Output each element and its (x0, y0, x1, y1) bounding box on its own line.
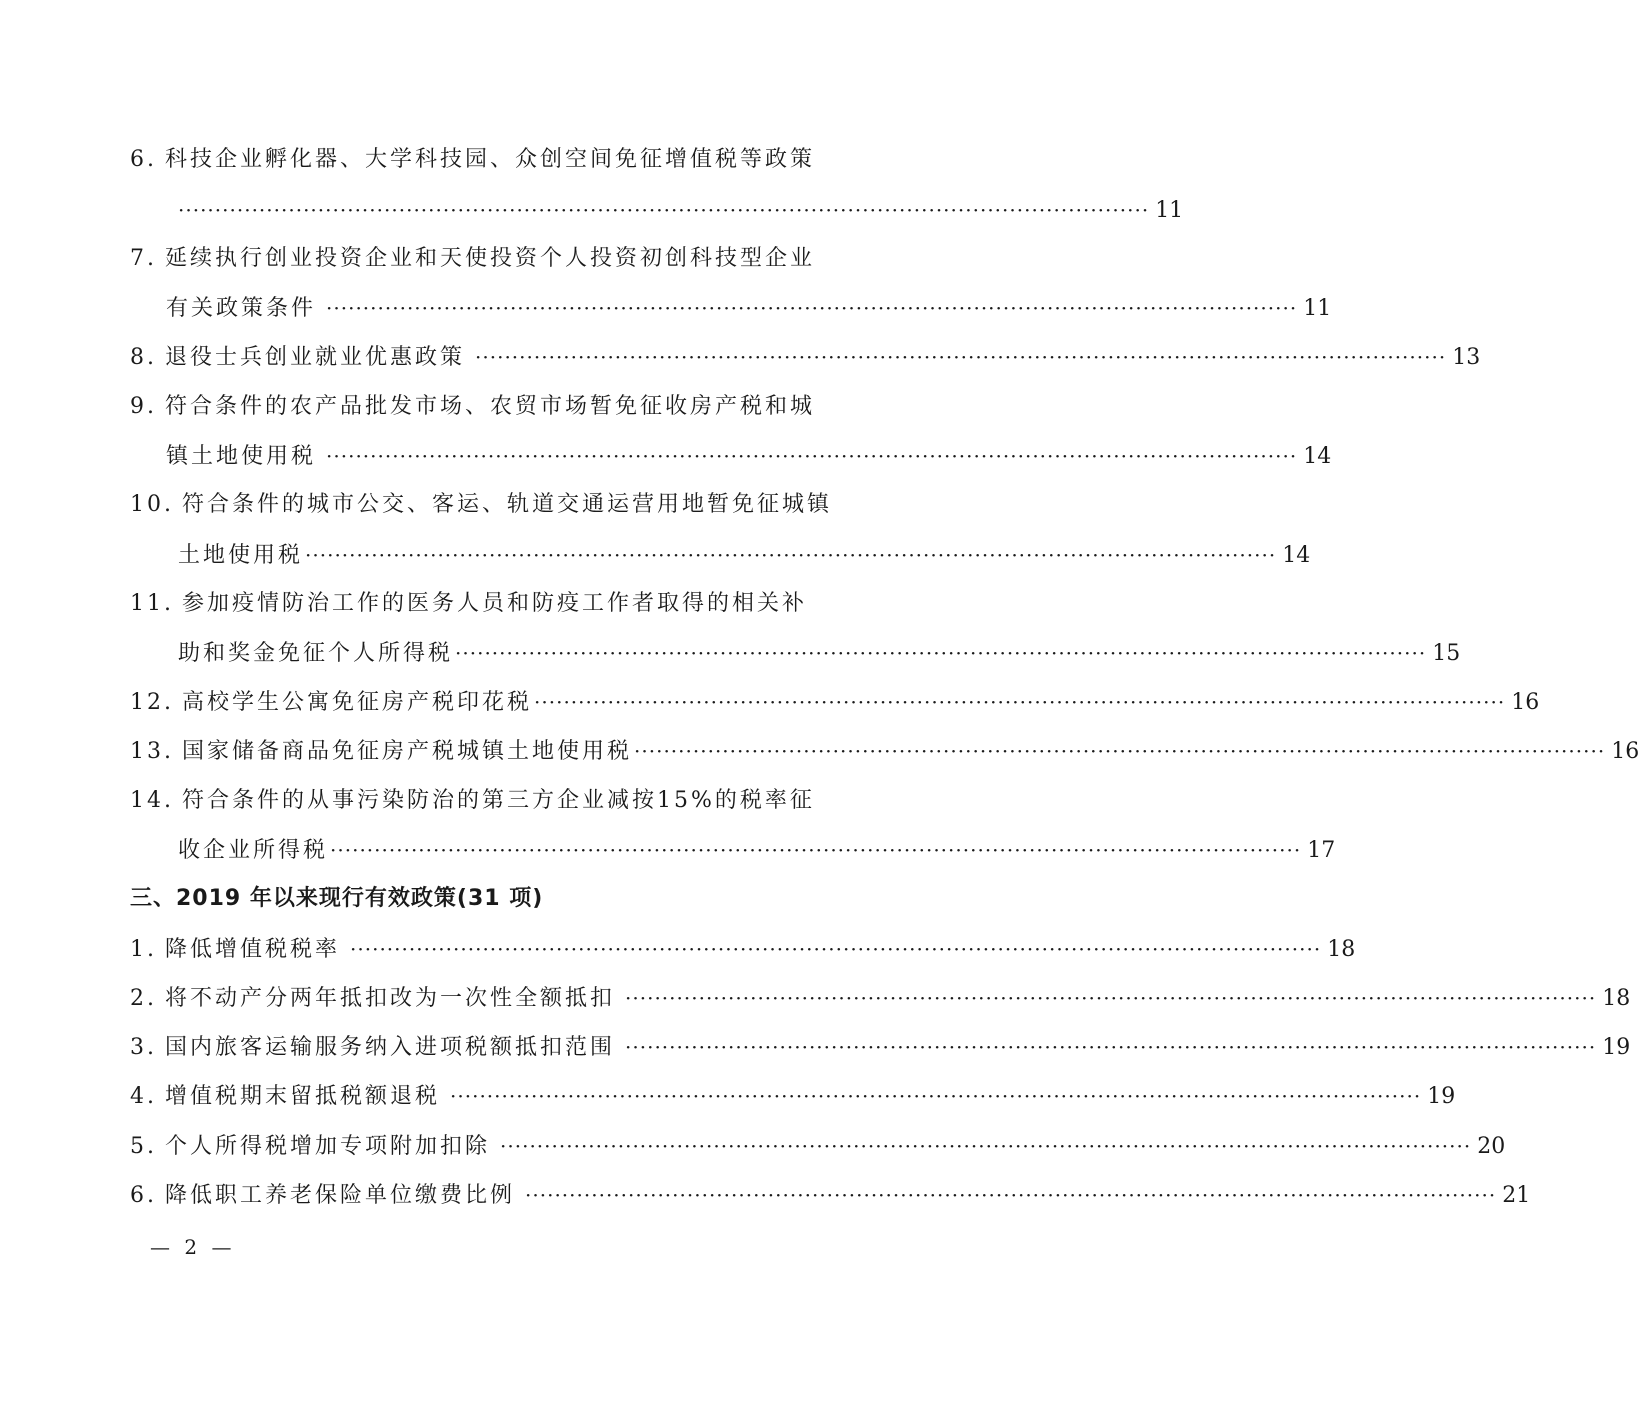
dot-leader (326, 290, 1297, 326)
toc-entry-number: 1. (130, 937, 157, 962)
toc-entry (130, 733, 1639, 769)
toc-entry-number: 13. (130, 739, 174, 764)
toc-entry-title: 退役士兵创业就业优惠政策 (165, 345, 466, 370)
toc-entry-title: 个人所得税增加专项附加扣除 (165, 1134, 491, 1159)
toc-entry (130, 1128, 1506, 1164)
dot-leader (625, 980, 1596, 1016)
dot-leader (475, 339, 1446, 375)
toc-entry (130, 1078, 1456, 1114)
toc-entry-number: 12. (130, 690, 174, 715)
toc-page-number: 16 (1511, 690, 1540, 715)
toc-entry-title: 国家储备商品免征房产税城镇土地使用税 (182, 739, 633, 764)
toc-page-number: 15 (1432, 641, 1461, 666)
section-heading: 三、2019 年以来现行有效政策(31 项) (130, 886, 544, 911)
dot-leader (534, 684, 1505, 720)
dot-leader (525, 1177, 1496, 1213)
toc-entry-title: 参加疫情防治工作的医务人员和防疫工作者取得的相关补 (182, 591, 808, 616)
toc-entry-number: 6. (130, 147, 157, 172)
toc-page-number: 11 (1155, 198, 1184, 223)
toc-page-number: 18 (1602, 986, 1631, 1011)
toc-page-number: 16 (1611, 739, 1639, 764)
toc-entry-continuation (166, 438, 1332, 474)
toc-entry-number: 4. (130, 1084, 157, 1109)
dot-leader (330, 832, 1301, 868)
toc-entry-title: 增值税期末留抵税额退税 (165, 1084, 441, 1109)
dot-leader (634, 733, 1605, 769)
toc-entry-number: 7. (130, 246, 157, 271)
toc-page-number: 18 (1327, 937, 1356, 962)
toc-entry (130, 684, 1540, 720)
toc-page-number: 17 (1307, 838, 1336, 863)
page-footer-number: — 2 — (150, 1235, 236, 1259)
dot-leader (178, 192, 1149, 228)
toc-entry-number: 11. (130, 591, 174, 616)
toc-entry (130, 1029, 1631, 1065)
dot-leader (500, 1128, 1471, 1164)
toc-entry (130, 586, 862, 622)
toc-entry-title: 符合条件的城市公交、客运、轨道交通运营用地暂免征城镇 (182, 492, 833, 517)
dot-leader (326, 438, 1297, 474)
toc-entry-continuation (178, 635, 1461, 671)
toc-entry-number: 10. (130, 492, 174, 517)
toc-entry-title: 延续执行创业投资企业和天使投资个人投资初创科技型企业 (165, 246, 816, 271)
toc-entry (130, 1177, 1531, 1213)
toc-entry-number: 2. (130, 986, 157, 1011)
dot-leader (455, 635, 1426, 671)
dot-leader (450, 1078, 1421, 1114)
toc-entry-number: 5. (130, 1134, 157, 1159)
toc-entry-title: 符合条件的从事污染防治的第三方企业减按15%的税率征 (182, 788, 815, 813)
toc-entry-title: 高校学生公寓免征房产税印花税 (182, 690, 533, 715)
toc-entry-number: 6. (130, 1183, 157, 1208)
toc-page-number: 20 (1477, 1134, 1506, 1159)
toc-page-number: 14 (1282, 543, 1311, 568)
dot-leader (350, 931, 1321, 967)
toc-entry-number: 9. (130, 394, 157, 419)
toc-entry (130, 389, 862, 425)
toc-entry-title: 符合条件的农产品批发市场、农贸市场暂免征收房产税和城 (165, 394, 816, 419)
toc-entry-title: 降低增值税税率 (165, 937, 341, 962)
toc-entry (130, 783, 862, 819)
toc-entry (130, 980, 1631, 1016)
toc-entry-title: 国内旅客运输服务纳入进项税额抵扣范围 (165, 1035, 616, 1060)
toc-entry-title: 降低职工养老保险单位缴费比例 (165, 1183, 516, 1208)
dot-leader (305, 537, 1276, 573)
toc-entry-continuation (166, 290, 1332, 326)
toc-entry-title: 镇土地使用税 (166, 444, 317, 469)
toc-entry-continuation (178, 537, 1311, 573)
toc-entry (130, 931, 1356, 967)
toc-page-number: 14 (1303, 444, 1332, 469)
toc-entry-number: 8. (130, 345, 157, 370)
dot-leader (625, 1029, 1596, 1065)
toc-entry (130, 142, 862, 178)
toc-entry-number: 14. (130, 788, 174, 813)
toc-entry-title: 土地使用税 (178, 543, 304, 568)
toc-entry (130, 339, 1481, 375)
toc-entry-title: 有关政策条件 (166, 296, 317, 321)
toc-entry-title: 科技企业孵化器、大学科技园、众创空间免征增值税等政策 (165, 147, 816, 172)
toc-page-number: 19 (1427, 1084, 1456, 1109)
toc-entry-number: 3. (130, 1035, 157, 1060)
toc-entry-continuation (178, 832, 1336, 868)
toc-page-number: 11 (1303, 296, 1332, 321)
toc-page-number: 21 (1502, 1183, 1531, 1208)
toc-page-number: 19 (1602, 1035, 1631, 1060)
toc-entry-title: 收企业所得税 (178, 838, 329, 863)
toc-entry-continuation (178, 192, 1184, 228)
toc-page-number: 13 (1452, 345, 1481, 370)
toc-entry (130, 241, 862, 277)
toc-entry-title: 将不动产分两年抵扣改为一次性全额抵扣 (165, 986, 616, 1011)
toc-entry-title: 助和奖金免征个人所得税 (178, 641, 454, 666)
toc-entry (130, 487, 862, 523)
